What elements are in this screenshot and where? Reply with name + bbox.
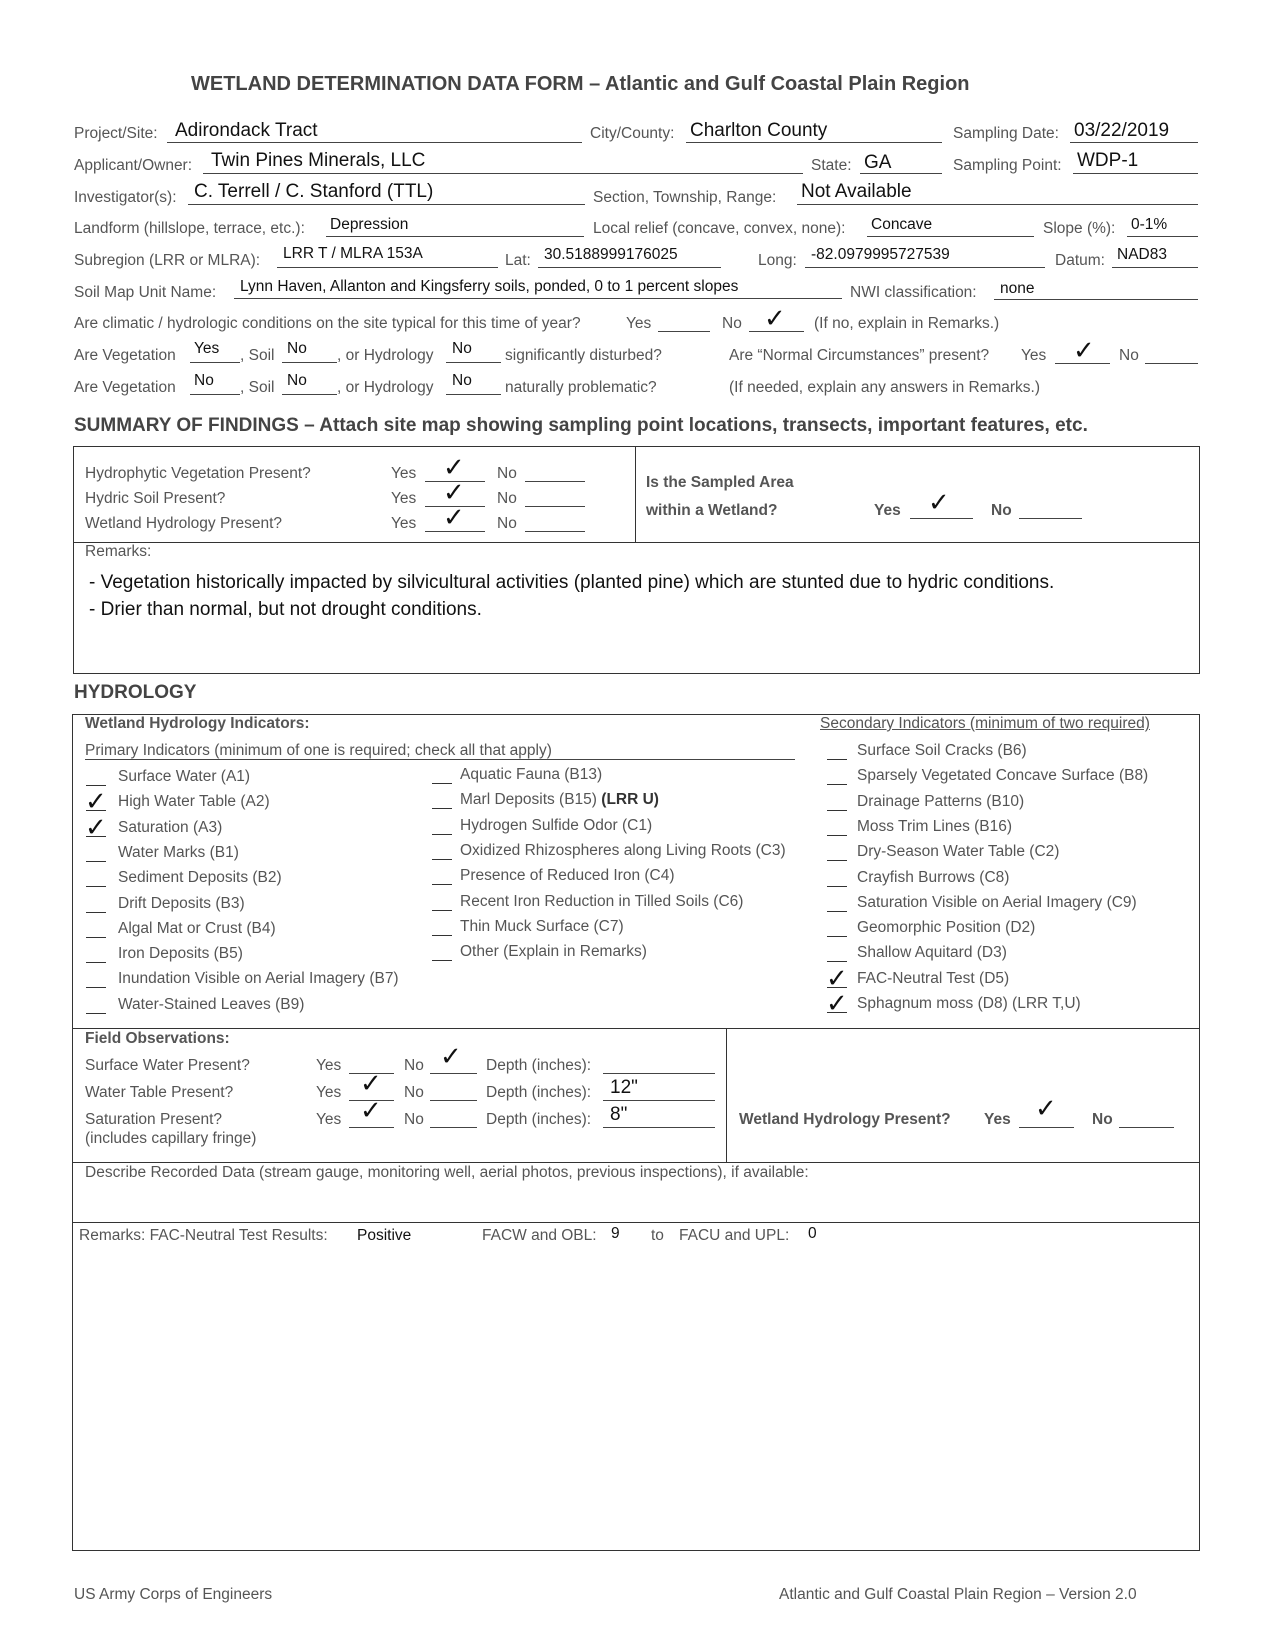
normal-no-blank[interactable] <box>1145 363 1198 364</box>
check-mark-icon: ✓ <box>443 503 465 533</box>
landform-label: Landform (hillslope, terrace, etc.): <box>74 220 305 237</box>
checkbox-blank[interactable] <box>827 860 847 861</box>
check-mark-icon: ✓ <box>764 304 786 334</box>
investigator-label: Investigator(s): <box>74 189 177 206</box>
footer-right: Atlantic and Gulf Coastal Plain Region – Version 2.0 <box>779 1586 1137 1603</box>
field-no-label: No <box>404 1057 424 1074</box>
indicator-label: Saturation Visible on Aerial Imagery (C9) <box>857 893 1137 911</box>
soil-value[interactable]: Lynn Haven, Allanton and Kingsferry soils, ponded, 0 to 1 percent slopes <box>240 278 739 295</box>
normal-no-label: No <box>1119 347 1139 364</box>
fac-result-value[interactable]: Positive <box>357 1227 412 1244</box>
facw-value[interactable]: 9 <box>611 1225 620 1242</box>
checkbox-blank[interactable] <box>432 808 452 809</box>
date-value[interactable]: 03/22/2019 <box>1074 120 1170 141</box>
field-yes-label: Yes <box>316 1057 342 1074</box>
relief-value[interactable]: Concave <box>871 216 933 233</box>
indicator-label-suffix: (LRR U) <box>601 791 659 809</box>
footer-left: US Army Corps of Engineers <box>74 1586 273 1603</box>
checkbox-blank[interactable] <box>827 835 847 836</box>
point-underline <box>1073 173 1198 174</box>
check-mark-icon: ✓ <box>928 488 950 518</box>
city-underline <box>686 142 942 143</box>
disturbed-soil-blank <box>282 362 337 363</box>
saturation-note: (includes capillary fringe) <box>85 1130 257 1147</box>
indicator-label: Saturation (A3) <box>118 818 223 836</box>
summary-remark-2[interactable]: - Drier than normal, but not drought conditions. <box>89 599 482 620</box>
project-label: Project/Site: <box>74 125 158 142</box>
summary-remark-1[interactable]: - Vegetation historically impacted by silvicultural activities (planted pine) which are stunted due to hydric conditions. <box>89 572 1055 593</box>
indicator-label: Aquatic Fauna (B13) <box>460 766 603 783</box>
check-mark-icon: ✓ <box>826 963 848 994</box>
summary-no-label: No <box>497 490 517 507</box>
project-underline <box>167 142 582 143</box>
indicator-label: Presence of Reduced Iron (C4) <box>460 867 675 885</box>
indicator-label: Dry-Season Water Table (C2) <box>857 843 1060 861</box>
problematic-hydro-label: , or Hydrology <box>337 379 434 396</box>
recorded-divider <box>73 1162 1199 1163</box>
check-mark-icon: ✓ <box>85 812 107 843</box>
checkbox-blank[interactable] <box>86 912 106 913</box>
checkbox-blank[interactable] <box>432 884 452 885</box>
indicator-label: Crayfish Burrows (C8) <box>857 868 1010 886</box>
datum-label: Datum: <box>1055 252 1105 269</box>
climatic-yes-label: Yes <box>626 315 652 332</box>
check-mark-icon: ✓ <box>443 453 465 483</box>
sampled-yes-label: Yes <box>874 502 901 519</box>
section-value[interactable]: Not Available <box>801 181 912 202</box>
check-mark-icon: ✓ <box>1035 1094 1057 1124</box>
needed-note: (If needed, explain any answers in Remarks.) <box>729 379 1041 396</box>
subregion-value[interactable]: LRR T / MLRA 153A <box>283 245 423 262</box>
lat-label: Lat: <box>505 252 531 269</box>
check-mark-icon: ✓ <box>360 1096 382 1126</box>
datum-value[interactable]: NAD83 <box>1117 246 1167 263</box>
indicator-label: Surface Soil Cracks (B6) <box>857 742 1027 759</box>
indicator-label: Thin Muck Surface (C7) <box>460 917 624 935</box>
check-mark-icon: ✓ <box>360 1069 382 1099</box>
table-depth-value[interactable]: 12" <box>610 1077 638 1098</box>
secondary-label: Secondary Indicators (minimum of two required) <box>820 715 1150 732</box>
checkbox-blank[interactable] <box>827 936 847 937</box>
checkbox-blank[interactable] <box>827 911 847 912</box>
indicator-label: Recent Iron Reduction in Tilled Soils (C6) <box>460 892 744 910</box>
depth-label: Depth (inches): <box>486 1057 592 1074</box>
disturbed-veg-label: Are Vegetation <box>74 347 176 364</box>
disturbed-veg-value[interactable]: Yes <box>194 340 220 357</box>
wh-yes-blank[interactable] <box>1019 1127 1074 1128</box>
relief-label: Local relief (concave, convex, none): <box>593 220 846 237</box>
summary-no-blank[interactable] <box>525 506 585 507</box>
section-label: Section, Township, Range: <box>593 189 777 206</box>
summary-soil-question: Hydric Soil Present? <box>85 490 226 507</box>
applicant-underline <box>203 173 803 174</box>
problematic-hydro-blank <box>446 394 501 395</box>
indicator-label: Sparsely Vegetated Concave Surface (B8) <box>857 767 1149 785</box>
problematic-soil-blank <box>282 394 337 395</box>
problematic-soil-label: , Soil <box>240 379 275 396</box>
checkbox-blank[interactable] <box>827 810 847 811</box>
disturbed-soil-value[interactable]: No <box>287 340 307 357</box>
checkbox-blank[interactable] <box>432 859 452 860</box>
disturbed-text: significantly disturbed? <box>505 347 662 364</box>
to-label: to <box>651 1227 664 1244</box>
climatic-note: (If no, explain in Remarks.) <box>814 315 1000 332</box>
indicator-label: Water-Stained Leaves (B9) <box>118 995 305 1013</box>
form-title: WETLAND DETERMINATION DATA FORM – Atlantic and Gulf Coastal Plain Region <box>191 73 970 95</box>
nwi-value[interactable]: none <box>1000 280 1035 297</box>
field-observations-label: Field Observations: <box>85 1030 230 1047</box>
summary-hydro-question: Wetland Hydrology Present? <box>85 515 283 532</box>
disturbed-soil-label: , Soil <box>240 347 275 364</box>
checkbox-blank[interactable] <box>432 834 452 835</box>
disturbed-hydro-value[interactable]: No <box>452 340 472 357</box>
summary-divider <box>73 542 1199 543</box>
city-value[interactable]: Charlton County <box>690 120 828 141</box>
checkbox-blank[interactable] <box>827 759 847 760</box>
problematic-veg-label: Are Vegetation <box>74 379 176 396</box>
checkbox-blank[interactable] <box>827 784 847 785</box>
indicator-label: Moss Trim Lines (B16) <box>857 817 1013 835</box>
water-table-question: Water Table Present? <box>85 1084 234 1101</box>
long-underline <box>805 267 1045 268</box>
summary-yes-label: Yes <box>391 515 417 532</box>
normal-yes-label: Yes <box>1021 347 1047 364</box>
check-mark-icon: ✓ <box>443 478 465 508</box>
nwi-underline <box>994 299 1198 300</box>
indicator-label: Marl Deposits (B15) (LRR U) <box>460 791 659 809</box>
point-label: Sampling Point: <box>953 157 1062 174</box>
primary-label: Primary Indicators (minimum of one is required; check all that apply) <box>85 742 552 759</box>
sampled-area-question: Is the Sampled Area <box>646 474 794 491</box>
subregion-underline <box>277 267 498 268</box>
slope-value[interactable]: 0-1% <box>1131 216 1168 233</box>
field-yes-blank[interactable] <box>349 1127 394 1128</box>
checkbox-blank[interactable] <box>86 937 106 938</box>
wh-no-label: No <box>1092 1111 1113 1128</box>
field-no-blank[interactable] <box>430 1073 477 1074</box>
problematic-veg-blank <box>190 394 240 395</box>
problematic-soil-value[interactable]: No <box>287 372 307 389</box>
hydro-remarks-label: Remarks: FAC-Neutral Test Results: <box>79 1227 328 1244</box>
sampled-no-blank[interactable] <box>1019 518 1082 519</box>
long-label: Long: <box>758 252 797 269</box>
sampled-yes-blank[interactable] <box>910 518 973 519</box>
normal-question: Are “Normal Circumstances” present? <box>729 347 990 364</box>
problematic-hydro-value[interactable]: No <box>452 372 472 389</box>
indicator-label: Algal Mat or Crust (B4) <box>118 919 276 937</box>
depth-label: Depth (inches): <box>486 1111 592 1128</box>
checkbox-blank[interactable] <box>86 785 106 786</box>
indicator-label: Geomorphic Position (D2) <box>857 919 1036 937</box>
saturation-question: Saturation Present? <box>85 1111 223 1128</box>
primary-underline <box>85 759 795 760</box>
field-yes-label: Yes <box>316 1084 342 1101</box>
wh-present-label: Wetland Hydrology Present? <box>739 1111 951 1128</box>
indicator-label: High Water Table (A2) <box>118 793 270 811</box>
date-label: Sampling Date: <box>953 125 1059 142</box>
nwi-label: NWI classification: <box>850 284 977 301</box>
surface-depth-blank[interactable] <box>603 1073 715 1074</box>
recorded-data-label: Describe Recorded Data (stream gauge, monitoring well, aerial photos, previous inspections), if available: <box>85 1164 809 1181</box>
long-value[interactable]: -82.0979995727539 <box>811 246 950 263</box>
sampled-no-label: No <box>991 502 1012 519</box>
project-value[interactable]: Adirondack Tract <box>175 120 318 141</box>
hydrology-heading: HYDROLOGY <box>74 682 197 703</box>
slope-underline <box>1127 236 1198 237</box>
field-no-blank[interactable] <box>430 1127 477 1128</box>
date-underline <box>1070 142 1198 143</box>
field-yes-label: Yes <box>316 1111 342 1128</box>
problematic-text: naturally problematic? <box>505 379 657 396</box>
state-underline <box>860 173 942 174</box>
field-no-label: No <box>404 1111 424 1128</box>
summary-no-blank[interactable] <box>525 481 585 482</box>
investigator-value[interactable]: C. Terrell / C. Stanford (TTL) <box>194 181 434 202</box>
indicator-label: FAC-Neutral Test (D5) <box>857 969 1010 987</box>
disturbed-veg-blank <box>190 362 240 363</box>
checkbox-blank[interactable] <box>827 886 847 887</box>
checkbox-blank[interactable] <box>86 886 106 887</box>
field-no-blank[interactable] <box>430 1100 477 1101</box>
relief-underline <box>867 236 1034 237</box>
climatic-question: Are climatic / hydrologic conditions on the site typical for this time of year? <box>74 315 581 332</box>
indicator-label: Other (Explain in Remarks) <box>460 943 647 961</box>
disturbed-hydro-blank <box>446 362 501 363</box>
checkbox-blank[interactable] <box>86 987 106 988</box>
surface-water-question: Surface Water Present? <box>85 1057 250 1074</box>
summary-veg-question: Hydrophytic Vegetation Present? <box>85 465 311 482</box>
indicator-label: Surface Water (A1) <box>118 768 251 785</box>
state-label: State: <box>811 157 852 174</box>
state-value[interactable]: GA <box>864 152 892 173</box>
checkbox-blank[interactable] <box>86 962 106 963</box>
sat-depth-blank[interactable] <box>603 1127 715 1128</box>
summary-no-label: No <box>497 465 517 482</box>
field-no-label: No <box>404 1084 424 1101</box>
field-divider <box>73 1028 1199 1029</box>
wh-yes-label: Yes <box>984 1111 1011 1128</box>
indicator-label: Shallow Aquitard (D3) <box>857 944 1007 962</box>
sat-depth-value[interactable]: 8" <box>610 1104 628 1125</box>
climatic-yes-blank[interactable] <box>658 331 710 332</box>
landform-underline <box>326 236 584 237</box>
checkbox-blank[interactable] <box>432 935 452 936</box>
applicant-label: Applicant/Owner: <box>74 157 193 174</box>
indicator-label: Sphagnum moss (D8) (LRR T,U) <box>857 995 1081 1012</box>
landform-value[interactable]: Depression <box>330 216 409 233</box>
checkbox-blank[interactable] <box>827 961 847 962</box>
field-vdivider <box>726 1028 727 1162</box>
checkbox-blank[interactable] <box>432 910 452 911</box>
check-mark-icon: ✓ <box>1073 336 1095 366</box>
soil-underline <box>234 298 842 299</box>
remarks-divider <box>73 1222 1199 1223</box>
checkbox-blank[interactable] <box>86 1013 106 1014</box>
indicator-label: Drift Deposits (B3) <box>118 894 245 912</box>
indicator-label: Inundation Visible on Aerial Imagery (B7) <box>118 970 399 988</box>
indicator-label: Water Marks (B1) <box>118 843 239 861</box>
summary-no-label: No <box>497 515 517 532</box>
indicator-label: Iron Deposits (B5) <box>118 945 243 963</box>
summary-yes-label: Yes <box>391 490 417 507</box>
sampled-area-question-2: within a Wetland? <box>646 502 778 519</box>
check-mark-icon: ✓ <box>440 1042 462 1072</box>
point-value[interactable]: WDP-1 <box>1077 150 1139 171</box>
indicator-label: Oxidized Rhizospheres along Living Roots (C3) <box>460 841 786 859</box>
investigator-underline <box>188 204 585 205</box>
wh-no-blank[interactable] <box>1119 1127 1174 1128</box>
disturbed-hydro-label: , or Hydrology <box>337 347 434 364</box>
check-mark-icon: ✓ <box>85 787 107 818</box>
indicator-label: Drainage Patterns (B10) <box>857 792 1025 810</box>
applicant-value[interactable]: Twin Pines Minerals, LLC <box>211 150 426 171</box>
problematic-veg-value[interactable]: No <box>194 372 214 389</box>
indicator-label: Sediment Deposits (B2) <box>118 869 282 887</box>
checkbox-blank[interactable] <box>432 960 452 961</box>
indicator-label: Hydrogen Sulfide Odor (C1) <box>460 816 653 834</box>
summary-yes-label: Yes <box>391 465 417 482</box>
climatic-no-label: No <box>722 315 742 332</box>
facu-label: FACU and UPL: <box>679 1227 790 1244</box>
subregion-label: Subregion (LRR or MLRA): <box>74 252 261 269</box>
datum-underline <box>1112 267 1198 268</box>
city-label: City/County: <box>590 125 675 142</box>
section-underline <box>797 204 1198 205</box>
summary-vdivider <box>635 446 636 542</box>
checkbox-blank[interactable] <box>432 783 452 784</box>
depth-label: Depth (inches): <box>486 1084 592 1101</box>
summary-heading: SUMMARY OF FINDINGS – Attach site map showing sampling point locations, transects, important features, etc. <box>74 415 1088 436</box>
checkbox-blank[interactable] <box>86 861 106 862</box>
slope-label: Slope (%): <box>1043 220 1116 237</box>
table-depth-blank[interactable] <box>603 1100 715 1101</box>
facw-label: FACW and OBL: <box>482 1227 597 1244</box>
check-mark-icon: ✓ <box>826 989 848 1019</box>
indicators-label: Wetland Hydrology Indicators: <box>85 715 310 732</box>
soil-label: Soil Map Unit Name: <box>74 284 217 301</box>
summary-no-blank[interactable] <box>525 531 585 532</box>
lat-value[interactable]: 30.5188999176025 <box>544 246 678 263</box>
summary-remarks-label: Remarks: <box>85 543 152 560</box>
facu-value[interactable]: 0 <box>808 1225 817 1242</box>
lat-underline <box>538 267 721 268</box>
